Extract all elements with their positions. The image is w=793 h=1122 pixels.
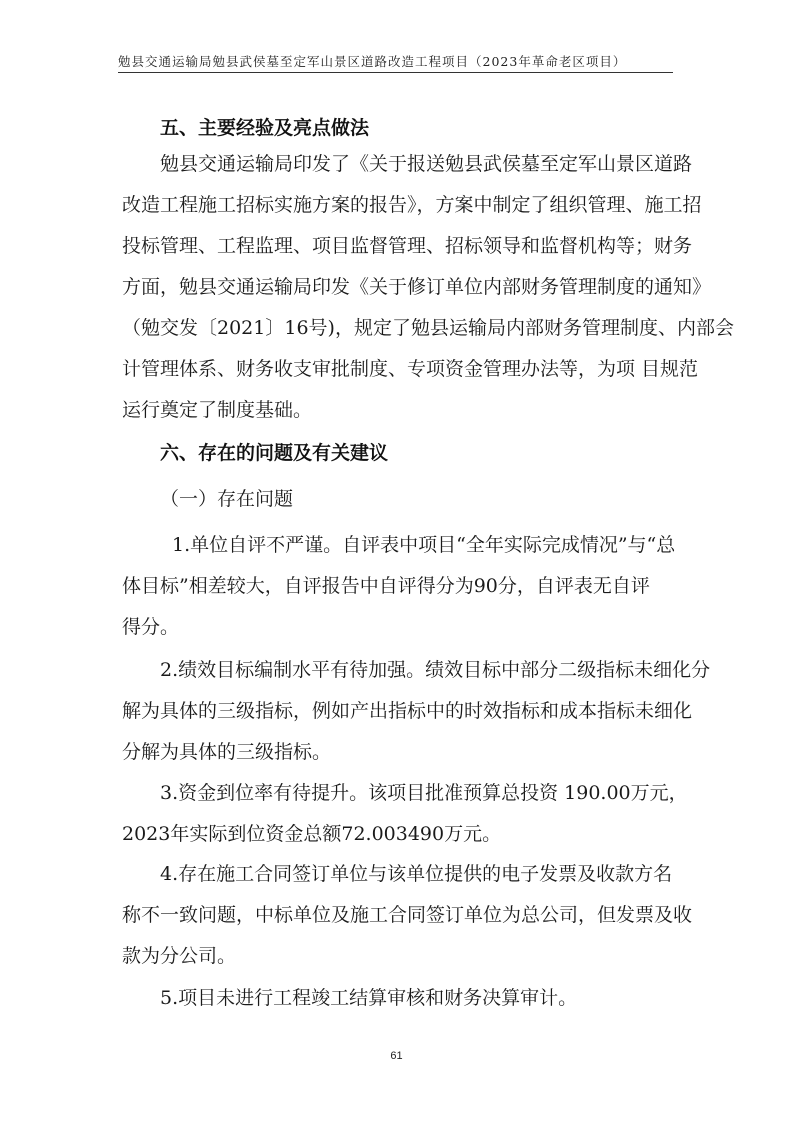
item-line: 分解为具体的三级指标。 xyxy=(122,741,332,763)
paragraph-line: 投标管理、工程监理、项目监督管理、招标领导和监督机构等；财务 xyxy=(122,235,693,257)
section-6-heading: 六、存在的问题及有关建议 xyxy=(160,442,389,464)
item-line: 3.资金到位率有待提升。该项目批准预算总投资 190.00万元， xyxy=(160,782,688,804)
issue-item-2 xyxy=(122,650,711,773)
item-line: 得分。 xyxy=(122,616,180,638)
issue-item-4 xyxy=(122,854,693,977)
header-rule xyxy=(118,72,673,73)
issue-item-3 xyxy=(122,773,688,855)
subsection-heading: （一）存在问题 xyxy=(160,488,294,510)
item-line: 解为具体的三级指标，例如产出指标中的时效指标和成本指标未细化 xyxy=(122,700,693,722)
issue-item-1 xyxy=(122,525,678,648)
item-line: 4.存在施工合同签订单位与该单位提供的电子发票及收款方名 xyxy=(160,863,673,885)
paragraph-line: 计管理体系、财务收支审批制度、专项资金管理办法等，为项 目规范 xyxy=(122,358,699,380)
item-line: 体目标”相差较大，自评报告中自评得分为90分，自评表无自评 xyxy=(122,575,650,597)
paragraph-line: 方面，勉县交通运输局印发《关于修订单位内部财务管理制度的通知》 xyxy=(122,276,712,298)
item-line: 称不一致问题，中标单位及施工合同签订单位为总公司，但发票及收 xyxy=(122,904,693,926)
section-5-paragraph xyxy=(122,144,734,431)
item-line: 款为分公司。 xyxy=(122,945,237,967)
item-line: 5.项目未进行工程竣工结算审核和财务决算审计。 xyxy=(160,987,578,1009)
issue-item-5 xyxy=(122,978,678,1019)
paragraph-line: 勉县交通运输局印发了《关于报送勉县武侯墓至定军山景区道路 xyxy=(160,153,693,175)
paragraph-line: 改造工程施工招标实施方案的报告》，方案中制定了组织管理、施工招 xyxy=(122,194,702,216)
paragraph-line: （勉交发〔2021〕16号)，规定了勉县运输局内部财务管理制度、内部会 xyxy=(122,317,734,339)
item-line: 2.绩效目标编制水平有待加强。绩效目标中部分二级指标未细化分 xyxy=(160,659,711,681)
item-line: 2023年实际到位资金总额72.003490万元。 xyxy=(122,823,502,845)
paragraph-line: 运行奠定了制度基础。 xyxy=(122,399,313,421)
page-number: 61 xyxy=(390,1050,403,1062)
running-header: 勉县交通运输局勉县武侯墓至定军山景区道路改造工程项目（2023年革命老区项目） xyxy=(118,54,627,69)
section-5-heading: 五、主要经验及亮点做法 xyxy=(160,117,370,139)
item-line: 1.单位自评不严谨。自评表中项目“全年实际完成情况”与“总 xyxy=(172,534,676,556)
